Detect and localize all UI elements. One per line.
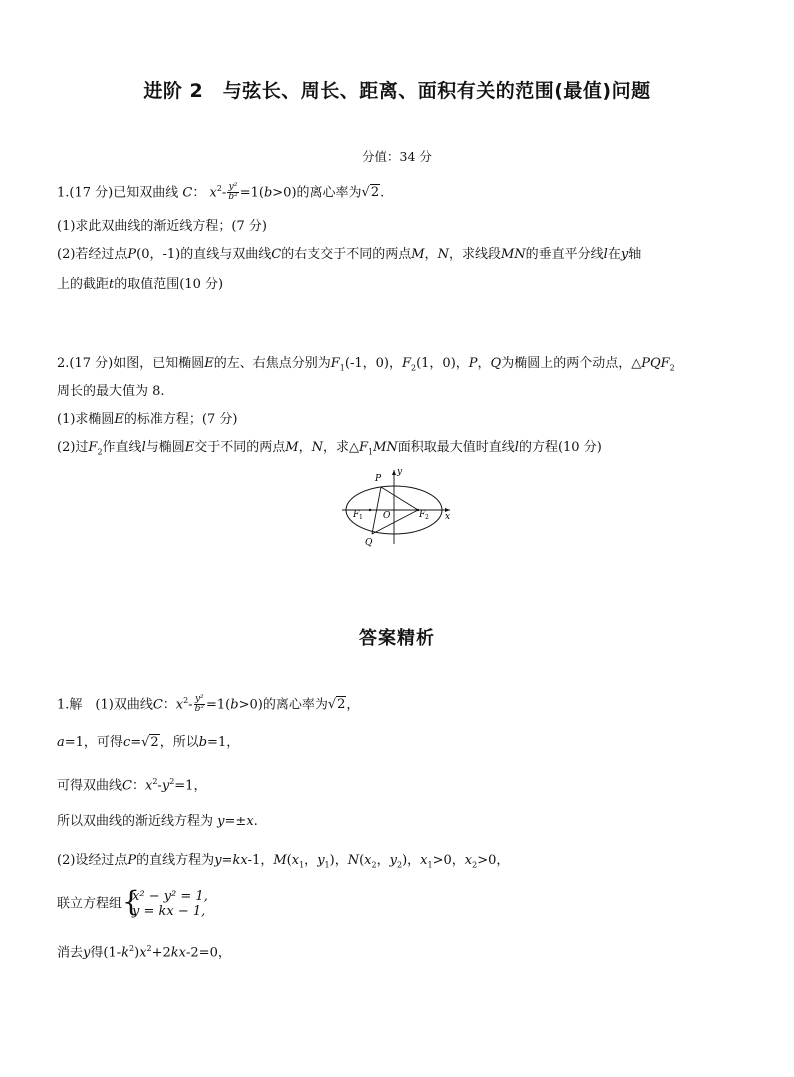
a5-y2: y	[389, 853, 397, 868]
frac-denominator: b²	[228, 192, 238, 203]
a1-b: b	[230, 697, 239, 713]
a7-e: -2=0，	[186, 945, 231, 961]
a5-a: (2)设经过点	[57, 853, 128, 868]
a7-k-exp: 2	[129, 944, 135, 953]
p2p2-l2: l	[514, 440, 519, 455]
page-title: 进阶 2 与弦长、周长、距离、面积有关的范围(最值)问题	[143, 80, 651, 102]
answer1-line7	[57, 940, 231, 962]
answers-title: 答案精析	[359, 628, 435, 649]
eq-x: x	[209, 185, 217, 201]
p1p2-e: 的垂直平分线	[525, 247, 604, 262]
answer1-line3	[57, 773, 206, 795]
a2-a: a	[57, 735, 65, 750]
a7-a: 消去	[57, 945, 84, 961]
a3-y-exp: 2	[169, 777, 175, 786]
p2p2-F2-sub: 2	[97, 447, 103, 457]
problem2-part2	[57, 439, 602, 462]
a1-frac-num: y²	[194, 694, 204, 705]
system-row1: x² − y² = 1,	[132, 889, 208, 904]
p2-F1: F	[330, 356, 340, 371]
p1p2-N: N	[437, 247, 449, 262]
p2p2-comma: ，	[298, 440, 312, 455]
p2-F1-sub: 1	[339, 363, 345, 373]
a5-xx1-sub: 1	[427, 860, 433, 870]
focus-F1-dot	[369, 509, 371, 511]
p2p2-a: (2)过	[57, 440, 89, 455]
a1-end: ，	[346, 697, 360, 713]
a1-cond: >0)的离心率为	[238, 697, 328, 713]
eq-minus: -	[221, 185, 227, 201]
problem1-intro	[57, 180, 384, 202]
answer1-line1	[57, 692, 359, 714]
a5-y2-sub: 2	[396, 860, 403, 870]
problem2-line1	[57, 355, 675, 378]
p2p2-F2: F	[88, 440, 98, 455]
problem1-part1: (1)求此双曲线的渐近线方程；(7 分)	[57, 219, 267, 234]
a3-minus: -	[157, 778, 162, 794]
p2p1-b: 的标准方程；(7 分)	[123, 412, 238, 427]
a5-x2: x	[364, 853, 372, 868]
a5-kx: kx	[232, 853, 248, 868]
label-F1: F	[353, 510, 360, 520]
label-F1-sub: 1	[359, 514, 363, 521]
p2p2-l: l	[141, 440, 146, 455]
a2-sqrt-radicand: 2	[150, 735, 159, 750]
answer1-line5	[57, 852, 509, 875]
label-P: P	[375, 474, 382, 484]
p1p2-f: 在	[607, 247, 621, 262]
label-Q: Q	[365, 538, 373, 548]
a2-c: c	[122, 735, 131, 750]
a4-b: =±	[224, 814, 247, 829]
answer1-line4	[57, 813, 258, 831]
segment-PF2	[381, 487, 418, 510]
a1-x-exp: 2	[183, 696, 189, 705]
a5-e: (	[286, 853, 292, 868]
p2-F2-sub: 2	[411, 363, 417, 373]
a5-N: N	[347, 853, 360, 868]
p2p1-E: E	[114, 412, 124, 427]
curve-name: C	[182, 185, 193, 201]
eq-x-exp: 2	[216, 184, 222, 193]
a5-i: ，	[376, 853, 390, 868]
a7-x-exp: 2	[146, 944, 152, 953]
p1p2-d: ，求线段	[448, 247, 501, 262]
a1-colon: ：	[162, 697, 176, 713]
a1-x: x	[175, 697, 184, 713]
answer1-line2	[57, 734, 239, 752]
a6-a: 联立方程组	[57, 896, 123, 912]
a1-minus: -	[188, 697, 193, 713]
a5-j: )，	[402, 853, 421, 868]
a2-e: ，所以	[159, 735, 199, 750]
eq-fraction	[227, 183, 238, 202]
label-y: y	[397, 467, 403, 477]
a1-C: C	[152, 697, 163, 713]
a1-frac-den: b²	[194, 704, 205, 715]
a2-b: =1，可得	[64, 735, 123, 750]
a5-x1: x	[291, 853, 300, 868]
eq-rest: =1(	[239, 185, 264, 201]
p2p2-f: 面积取最大值时直线	[397, 440, 515, 455]
a5-y: y	[214, 853, 222, 868]
p2-c: (-1，0)，	[344, 356, 402, 371]
p2p2-M: M	[285, 440, 299, 455]
system-row2: y = kx − 1,	[132, 904, 206, 919]
a3-a: 可得双曲线	[57, 778, 123, 794]
p2-Q: Q	[490, 356, 502, 371]
label-O: O	[383, 511, 391, 521]
label-x: x	[445, 512, 451, 522]
a5-d: -1，	[247, 853, 274, 868]
a3-b: ：	[131, 778, 145, 794]
p1p2-M: M	[411, 247, 425, 262]
p2-E: E	[204, 356, 214, 371]
p1p2-MN: MN	[500, 247, 526, 262]
p2-d: (1，0)，	[416, 356, 469, 371]
a4-a: 所以双曲线的渐近线方程为	[57, 814, 214, 829]
a5-y1-sub: 1	[324, 860, 330, 870]
a7-y: y	[83, 945, 91, 961]
label-F2: F	[419, 510, 426, 520]
a1-prefix: 1.解 (1)双曲线	[57, 697, 153, 713]
p2-comma: ，	[477, 356, 491, 371]
p1p2-t: t	[109, 277, 115, 292]
p2p2-MN: MN	[373, 440, 398, 455]
p2-e: 为椭圆上的两个动点，△	[501, 356, 642, 371]
p2-PQF2: PQF	[641, 356, 670, 371]
a4-end: .	[253, 814, 258, 829]
sqrt-expr: √2	[361, 185, 380, 201]
a7-k: k	[121, 945, 130, 961]
a2-g: =1，	[207, 735, 240, 750]
a1-eq: =1(	[206, 697, 231, 713]
a3-x-exp: 2	[152, 777, 158, 786]
a3-x: x	[144, 778, 153, 794]
a1-fraction	[194, 695, 205, 714]
p1p2-line2-a: 上的截距	[57, 277, 110, 292]
p1p2-l: l	[603, 247, 608, 262]
a5-x1-sub: 1	[299, 860, 305, 870]
a5-y1: y	[317, 853, 325, 868]
p1p2-C: C	[271, 247, 282, 262]
a5-x2-sub: 2	[371, 860, 377, 870]
a5-h: (	[359, 853, 365, 868]
a3-y: y	[161, 778, 170, 794]
p1p2-comma: ，	[424, 247, 438, 262]
a4-y: y	[217, 814, 225, 829]
p1p2-P: P	[127, 247, 137, 262]
p2p2-b: 作直线	[102, 440, 142, 455]
score-label: 分值：34 分	[362, 149, 432, 164]
eq-condition: >0)的离心率为	[272, 185, 362, 201]
p2-PQF2-sub: 2	[669, 363, 675, 373]
problem2-part1	[57, 411, 237, 429]
p2p2-F1: F	[358, 440, 368, 455]
p2p2-F1-sub: 1	[368, 447, 374, 457]
a7-d: +2	[151, 945, 171, 961]
a2-sqrt: √2	[141, 735, 159, 750]
problem2-line2: 周长的最大值为 8.	[57, 384, 165, 399]
sqrt-radicand: 2	[370, 185, 380, 201]
a7-b: 得(1-	[90, 945, 122, 961]
y-axis-arrow	[392, 470, 396, 475]
a2-f: b	[198, 735, 208, 750]
a3-c: =1，	[174, 778, 207, 794]
frac-numerator: y²	[228, 182, 238, 193]
a5-k: >0，	[432, 853, 465, 868]
a5-b: 的直线方程为	[136, 853, 215, 868]
p2p2-c: 与椭圆	[145, 440, 185, 455]
p2-P: P	[468, 356, 478, 371]
p2-F2: F	[401, 356, 411, 371]
p2p1-a: (1)求椭圆	[57, 412, 115, 427]
a1-sqrt-radicand: 2	[337, 697, 346, 713]
brace-icon: {	[122, 885, 140, 918]
label-F2-sub: 2	[425, 514, 429, 521]
a7-c: )	[134, 945, 140, 961]
param-b: b	[263, 185, 273, 201]
segment-QF2	[372, 510, 418, 534]
equation-system	[122, 885, 208, 919]
period: .	[380, 185, 385, 201]
problem1-part2-line2	[57, 276, 223, 294]
a7-kx: kx	[170, 945, 187, 961]
p1p2-b: (0，-1)的直线与双曲线	[136, 247, 272, 262]
a5-g: )，	[329, 853, 348, 868]
a5-l: >0，	[477, 853, 510, 868]
problem1-intro-text: 1.(17 分)已知双曲线	[57, 185, 179, 201]
p2-b: 的左、右焦点分别为	[213, 356, 331, 371]
a5-xx2-sub: 2	[472, 860, 478, 870]
a3-C: C	[122, 778, 132, 794]
a5-c: =	[221, 853, 233, 868]
a5-xx2: x	[464, 853, 473, 868]
a5-xx1: x	[420, 853, 428, 868]
a1-sqrt: √2	[327, 697, 346, 713]
a5-M: M	[273, 853, 287, 868]
problem1-part2-line1	[57, 246, 641, 264]
segment-PQ	[372, 487, 381, 534]
p1p2-g: 轴	[628, 247, 642, 262]
p1p2-line2-b: 的取值范围(10 分)	[114, 277, 224, 292]
a7-x: x	[139, 945, 147, 961]
p1p2-a: (2)若经过点	[57, 247, 128, 262]
a2-d: =	[130, 735, 142, 750]
a4-x: x	[246, 814, 254, 829]
p2p2-E: E	[184, 440, 195, 455]
p2p2-N: N	[311, 440, 323, 455]
p1p2-c: 的右支交于不同的两点	[281, 247, 412, 262]
ellipse-figure	[338, 464, 458, 548]
p2p2-e: ，求△	[322, 440, 359, 455]
p1p2-y: y	[620, 247, 629, 262]
p2p2-g: 的方程(10 分)	[518, 440, 602, 455]
colon-text: ：	[192, 185, 206, 201]
a5-f: ，	[304, 853, 318, 868]
answer1-line6	[57, 885, 208, 920]
p2p2-d: 交于不同的两点	[194, 440, 286, 455]
a5-P: P	[127, 853, 137, 868]
p2-a: 2.(17 分)如图，已知椭圆	[57, 356, 205, 371]
